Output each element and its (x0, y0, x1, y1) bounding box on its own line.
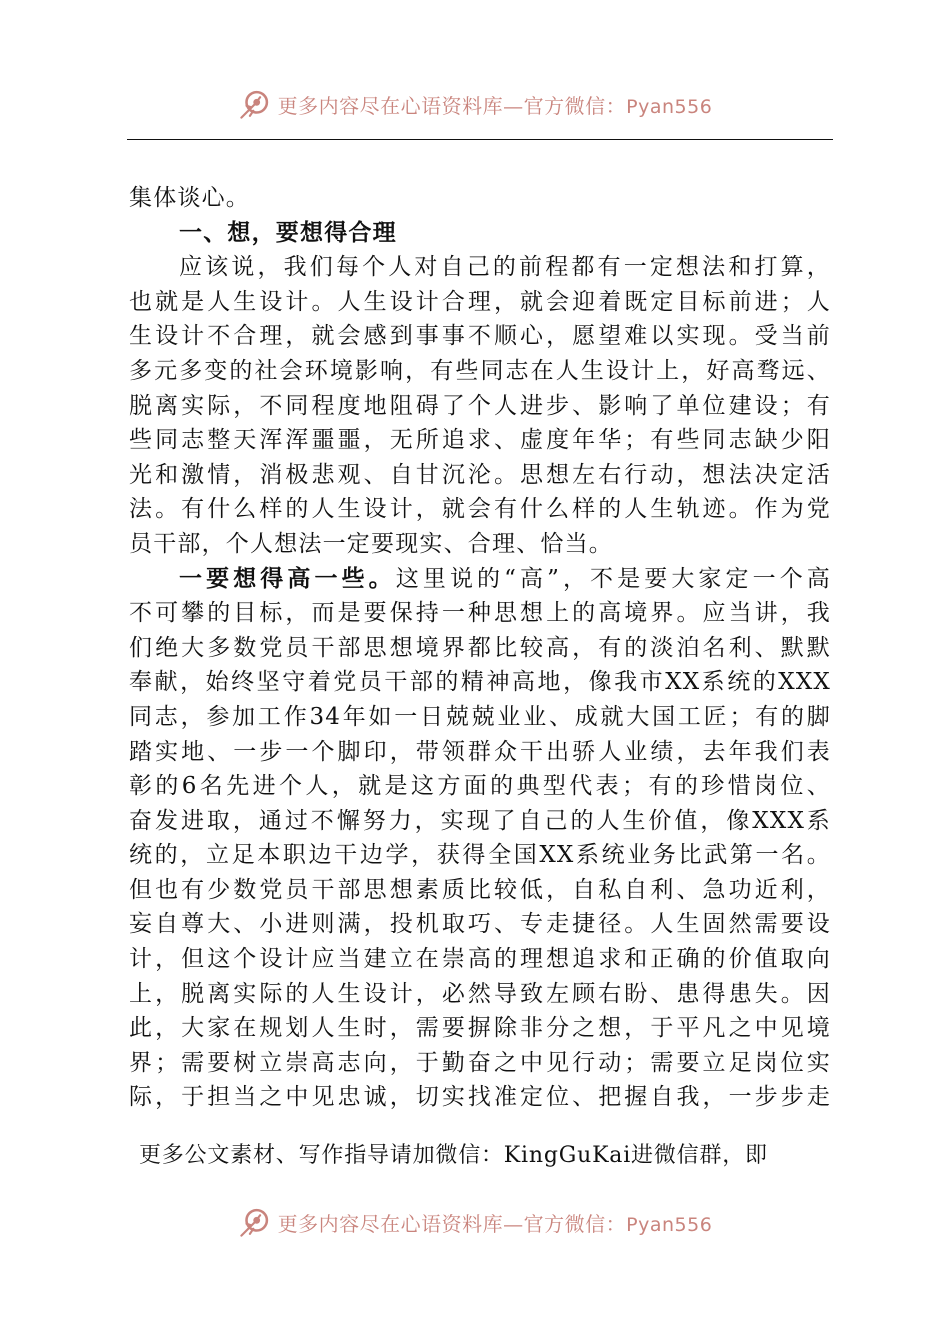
footer-watermark (0, 1202, 950, 1242)
body-line: 光和激情，消极悲观、自甘沉沦。思想左右行动，想法决定活 (129, 461, 831, 488)
body-line-with-lead: 一要想得高一些。这里说的“高”，不是要大家定一个高 (179, 565, 831, 592)
header-divider (127, 139, 833, 140)
body-line: 员干部，个人想法一定要现实、合理、恰当。 (129, 530, 613, 557)
body-line: 也就是人生设计。人生设计合理，就会迎着既定目标前进；人 (129, 288, 831, 315)
quill-logo-icon (238, 1205, 272, 1239)
body-line: 彰的6名先进个人，就是这方面的典型代表；有的珍惜岗位、 (129, 773, 831, 800)
body-line: 生设计不合理，就会感到事事不顺心，愿望难以实现。受当前 (129, 323, 831, 350)
body-line: 同志，参加工作34年如一日兢兢业业、成就大国工匠；有的脚 (129, 703, 831, 730)
body-line: 踏实地、一步一个脚印，带领群众干出骄人业绩，去年我们表 (129, 738, 831, 765)
lead-in-bold: 一要想得高一些。 (179, 565, 396, 592)
body-line: 妄自尊大、小进则满，投机取巧、专走捷径。人生固然需要设 (129, 911, 831, 938)
body-line: 奋发进取，通过不懈努力，实现了自己的人生价值，像XXX系 (129, 807, 831, 834)
body-line: 应该说，我们每个人对自己的前程都有一定想法和打算， (179, 254, 831, 281)
body-line: 奉献，始终坚守着党员干部的精神高地，像我市XX系统的XXX (129, 669, 831, 696)
body-line: 们绝大多数党员干部思想境界都比较高，有的淡泊名利、默默 (129, 634, 831, 661)
body-line: 法。有什么样的人生设计，就会有什么样的人生轨迹。作为党 (129, 496, 831, 523)
header-watermark (0, 84, 950, 124)
document-body (129, 181, 831, 1115)
footer-watermark-text: 更多内容尽在心语资料库—官方微信：Pyan556 (277, 1211, 713, 1236)
body-line: 统的，立足本职边干边学，获得全国XX系统业务比武第一名。 (129, 842, 831, 869)
body-line: 脱离实际，不同程度地阻碍了个人进步、影响了单位建设；有 (129, 392, 831, 419)
quill-logo-icon (238, 87, 272, 121)
body-line: 此，大家在规划人生时，需要摒除非分之想，于平凡之中见境 (129, 1015, 831, 1042)
body-line: 多元多变的社会环境影响，有些同志在人生设计上，好高骛远、 (129, 357, 831, 384)
footer-note: 更多公文素材、写作指导请加微信：KingGuKai进微信群，即 (139, 1143, 768, 1168)
body-line: 上，脱离实际的人生设计，必然导致左顾右盼、患得患失。因 (129, 980, 831, 1007)
body-line: 际，于担当之中见忠诚，切实找准定位、把握自我，一步步走 (129, 1084, 831, 1111)
body-line: 界；需要树立崇高志向，于勤奋之中见行动；需要立足岗位实 (129, 1049, 831, 1076)
body-line: 但也有少数党员干部思想素质比较低，自私自利、急功近利， (129, 876, 831, 903)
header-watermark-text: 更多内容尽在心语资料库—官方微信：Pyan556 (277, 93, 713, 118)
body-line: 集体谈心。 (129, 185, 250, 211)
section-heading: 一、想，要想得合理 (179, 219, 397, 246)
body-line: 不可攀的目标，而是要保持一种思想上的高境界。应当讲，我 (129, 600, 831, 627)
body-line: 些同志整天浑浑噩噩，无所追求、虚度年华；有些同志缺少阳 (129, 427, 831, 454)
body-line: 计，但这个设计应当建立在崇高的理想追求和正确的价值取向 (129, 946, 831, 973)
